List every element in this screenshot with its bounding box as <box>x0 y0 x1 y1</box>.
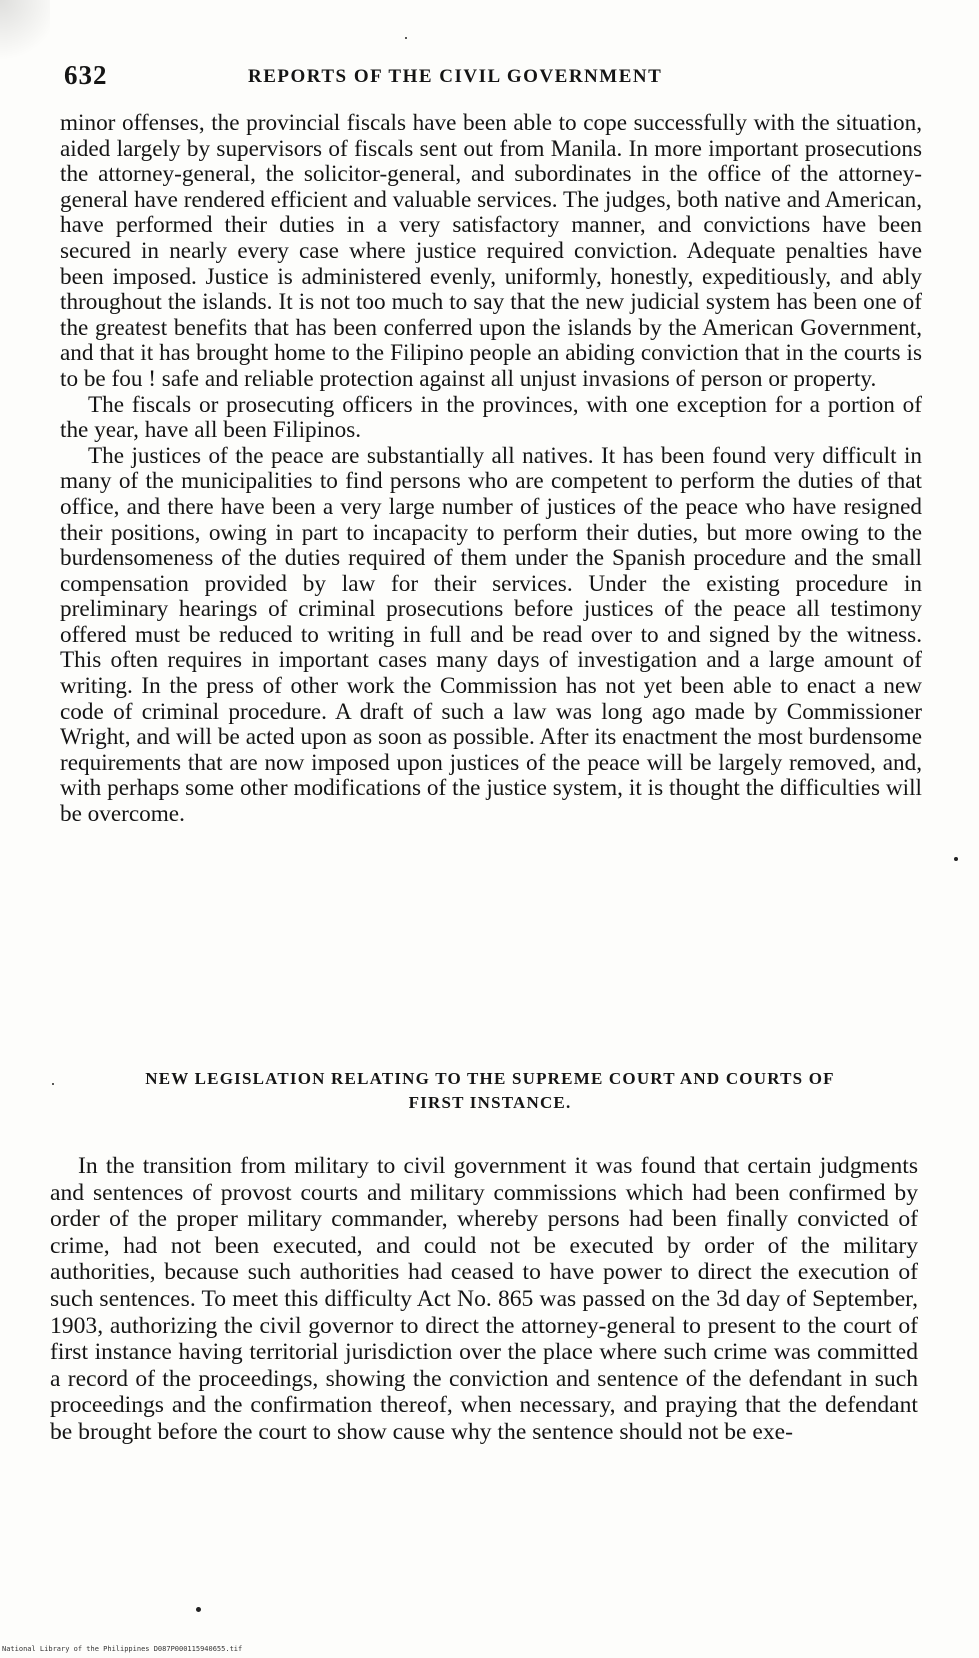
paragraph: minor offenses, the provincial fiscals have been able to cope successfully with the situation, aided largely by supervisors of fiscals sent out from Manila. In more important prosecutions the attorney-general, the solicitor-general, and subordinates in the office of the attorney-general have rendered efficient and valuable services. The judges, both native and American, have performed their duties in a very satisfactory manner, and convictions have been secured in nearly every case where justice required conviction. Adequate penalties have been imposed. Justice is administered evenly, uniformly, honestly, expeditiously, and ably throughout the islands. It is not too much to say that the new judicial system has been one of the greatest benefits that has been conferred upon the islands by the American Government, and that it has brought home to the Filipino people an abiding conviction that in the courts is to be fou ! safe and reliable protection against all unjust invasions of person or property. <box>60 110 922 392</box>
running-head: REPORTS OF THE CIVIL GOVERNMENT <box>248 66 663 87</box>
scan-speck <box>405 37 407 39</box>
paragraph: In the transition from military to civil government it was found that certain judgments and sentences of provost courts and military commissions which had been confirmed by order of the proper military commander, whereby persons had been finally convicted of crime, had not been executed, and could not be executed by order of the military authorities, because such authorities had ceased to have power to direct the execution of such sentences. To meet this difficulty Act No. 865 was passed on the 3d day of September, 1903, authorizing the civil governor to direct the attorney-general to present to the court of first instance having territorial jurisdiction over the place where such crime was committed a record of the proceedings, showing the conviction and sentence of the defendant in such proceedings and the confirmation thereof, when necessary, and praying that the defendant be brought before the court to show cause why the sentence should not be exe- <box>50 1153 918 1445</box>
scan-credit: National Library of the Philippines D087P000115940655.tif <box>2 1645 243 1653</box>
scan-speck <box>196 1607 201 1612</box>
scan-speck <box>954 857 958 861</box>
scan-speck <box>52 1083 54 1085</box>
page-number: 632 <box>64 60 108 90</box>
body-text-section-1 <box>60 111 922 828</box>
paragraph: The fiscals or prosecuting officers in the provinces, with one exception for a portion of the year, have all been Filipinos. <box>60 391 922 444</box>
paragraph: The justices of the peace are substantially all natives. It has been found very difficult in many of the municipalities to find persons who are competent to perform the duties of that office, and there have been a very large number of justices of the peace who have resigned their positions, owing in part to incapacity to perform their duties, but more owing to the burdensomeness of the duties required of them under the Spanish procedure and the small compensation provided by law for their services. Under the existing procedure in preliminary hearings of criminal prosecutions before justices of the peace all testimony offered must be reduced to writing in full and be read over to and signed by the witness. This often requires in important cases many days of investigation and a large amount of writing. In the press of other work the Commission has not yet been able to enact a new code of criminal procedure. A draft of such a law was long ago made by Commissioner Wright, and will be acted upon as soon as possible. After its enactment the most burdensome requirements that are now imposed upon justices of the peace will be largely removed, and, with perhaps some other modifications of the justice system, it is thought the difficulties will be overcome. <box>60 442 922 828</box>
scan-shadow <box>0 0 50 70</box>
section-heading-line-1: NEW LEGISLATION RELATING TO THE SUPREME COURT AND COURTS OF <box>145 1069 835 1088</box>
section-heading <box>58 1067 922 1115</box>
section-heading-line-2: FIRST INSTANCE. <box>408 1093 572 1112</box>
page-header <box>64 56 924 96</box>
body-text-section-2 <box>50 1153 918 1446</box>
